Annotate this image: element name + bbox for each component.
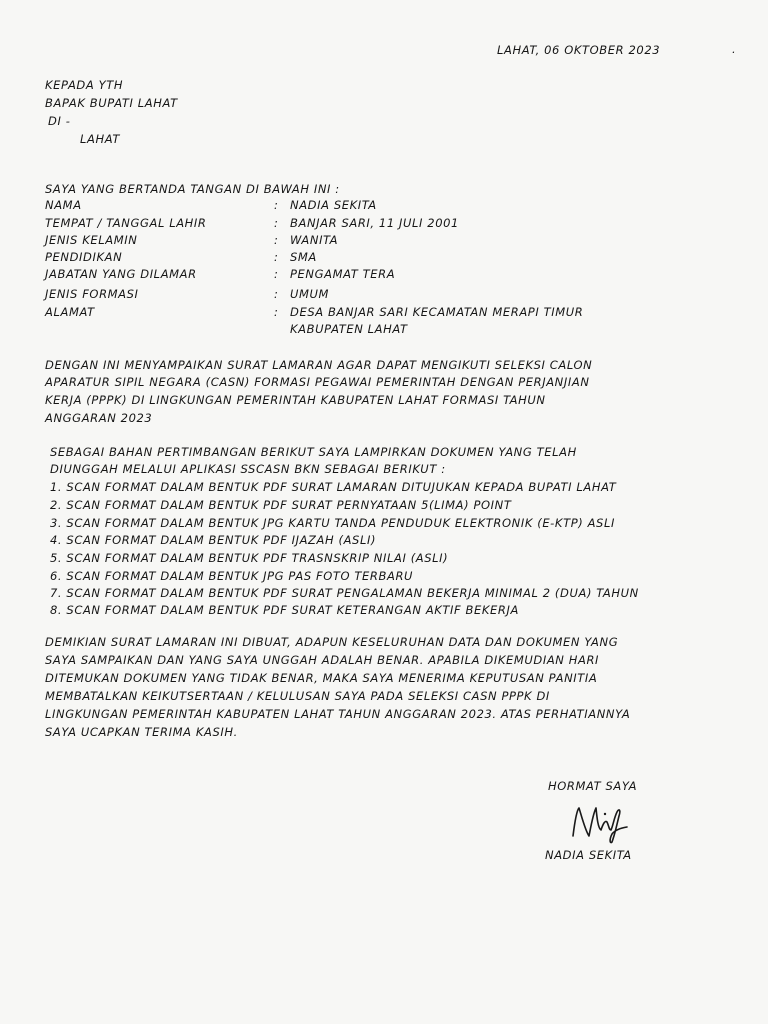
paragraph3-line: LINGKUNGAN PEMERINTAH KABUPATEN LAHAT TAHUN ANGGARAN 2023. ATAS PERHATIANNYA — [45, 707, 631, 721]
field-value-formasi: UMUM — [290, 287, 330, 301]
paragraph3-line: SAYA UCAPKAN TERIMA KASIH. — [45, 725, 238, 739]
field-label-jabatan: JABATAN YANG DILAMAR — [45, 267, 197, 281]
attachment-item: 8. SCAN FORMAT DALAM BENTUK PDF SURAT KETERANGAN AKTIF BEKERJA — [50, 603, 519, 617]
field-colon: : — [274, 216, 279, 230]
field-value-nama: NADIA SEKITA — [290, 198, 377, 212]
recipient-line-3: DI - — [48, 114, 71, 128]
signer-name: NADIA SEKITA — [545, 848, 632, 862]
recipient-line-4: LAHAT — [80, 132, 120, 146]
paragraph1-line: DENGAN INI MENYAMPAIKAN SURAT LAMARAN AGAR DAPAT MENGIKUTI SELEKSI CALON — [45, 358, 593, 372]
field-value-kelamin: WANITA — [290, 233, 339, 247]
field-value-jabatan: PENGAMAT TERA — [290, 267, 396, 281]
attachment-item: 6. SCAN FORMAT DALAM BENTUK JPG PAS FOTO TERBARU — [50, 569, 414, 583]
attachment-item: 2. SCAN FORMAT DALAM BENTUK PDF SURAT PERNYATAAN 5(LIMA) POINT — [50, 498, 512, 512]
field-label-alamat: ALAMAT — [45, 305, 95, 319]
attachment-item: 7. SCAN FORMAT DALAM BENTUK PDF SURAT PENGALAMAN BEKERJA MINIMAL 2 (DUA) TAHUN — [50, 586, 639, 600]
paragraph3-line: SAYA SAMPAIKAN DAN YANG SAYA UNGGAH ADALAH BENAR. APABILA DIKEMUDIAN HARI — [45, 653, 600, 667]
field-colon: : — [274, 305, 279, 319]
paragraph3-line: DITEMUKAN DOKUMEN YANG TIDAK BENAR, MAKA SAYA MENERIMA KEPUTUSAN PANITIA — [45, 671, 598, 685]
field-value-alamat-2: KABUPATEN LAHAT — [290, 322, 408, 336]
attachment-item: 3. SCAN FORMAT DALAM BENTUK JPG KARTU TANDA PENDUDUK ELEKTRONIK (E-KTP) ASLI — [50, 516, 615, 530]
field-label-ttl: TEMPAT / TANGGAL LAHIR — [45, 216, 207, 230]
field-value-ttl: BANJAR SARI, 11 JULI 2001 — [290, 216, 459, 230]
paragraph2-line: DIUNGGAH MELALUI APLIKASI SSCASN BKN SEBAGAI BERIKUT : — [50, 462, 446, 476]
recipient-line-2: BAPAK BUPATI LAHAT — [45, 96, 178, 110]
attachment-item: 1. SCAN FORMAT DALAM BENTUK PDF SURAT LAMARAN DITUJUKAN KEPADA BUPATI LAHAT — [50, 480, 617, 494]
field-label-pendidikan: PENDIDIKAN — [45, 250, 123, 264]
field-colon: : — [274, 233, 279, 247]
paragraph3-line: MEMBATALKAN KEIKUTSERTAAN / KELULUSAN SAYA PADA SELEKSI CASN PPPK DI — [45, 689, 550, 703]
field-label-kelamin: JENIS KELAMIN — [45, 233, 138, 247]
date-dot: . — [732, 42, 737, 56]
recipient-line-1: KEPADA YTH — [45, 78, 124, 92]
signature-mark — [565, 800, 635, 846]
field-colon: : — [274, 267, 279, 281]
attachment-item: 4. SCAN FORMAT DALAM BENTUK PDF IJAZAH (ASLI) — [50, 533, 377, 547]
field-label-formasi: JENIS FORMASI — [45, 287, 139, 301]
paragraph1-line: ANGGARAN 2023 — [45, 411, 153, 425]
closing-salutation: HORMAT SAYA — [548, 779, 638, 793]
intro-line: SAYA YANG BERTANDA TANGAN DI BAWAH INI : — [45, 182, 340, 196]
field-label-nama: NAMA — [45, 198, 82, 212]
field-colon: : — [274, 198, 279, 212]
field-value-alamat: DESA BANJAR SARI KECAMATAN MERAPI TIMUR — [290, 305, 584, 319]
paragraph1-line: APARATUR SIPIL NEGARA (CASN) FORMASI PEGAWAI PEMERINTAH DENGAN PERJANJIAN — [45, 375, 590, 389]
field-value-pendidikan: SMA — [290, 250, 317, 264]
paragraph1-line: KERJA (PPPK) DI LINGKUNGAN PEMERINTAH KABUPATEN LAHAT FORMASI TAHUN — [45, 393, 546, 407]
field-colon: : — [274, 287, 279, 301]
paragraph2-line: SEBAGAI BAHAN PERTIMBANGAN BERIKUT SAYA LAMPIRKAN DOKUMEN YANG TELAH — [50, 445, 577, 459]
attachment-item: 5. SCAN FORMAT DALAM BENTUK PDF TRASNSKRIP NILAI (ASLI) — [50, 551, 449, 565]
letter-date: LAHAT, 06 OKTOBER 2023 — [497, 43, 661, 57]
field-colon: : — [274, 250, 279, 264]
paragraph3-line: DEMIKIAN SURAT LAMARAN INI DIBUAT, ADAPUN KESELURUHAN DATA DAN DOKUMEN YANG — [45, 635, 619, 649]
